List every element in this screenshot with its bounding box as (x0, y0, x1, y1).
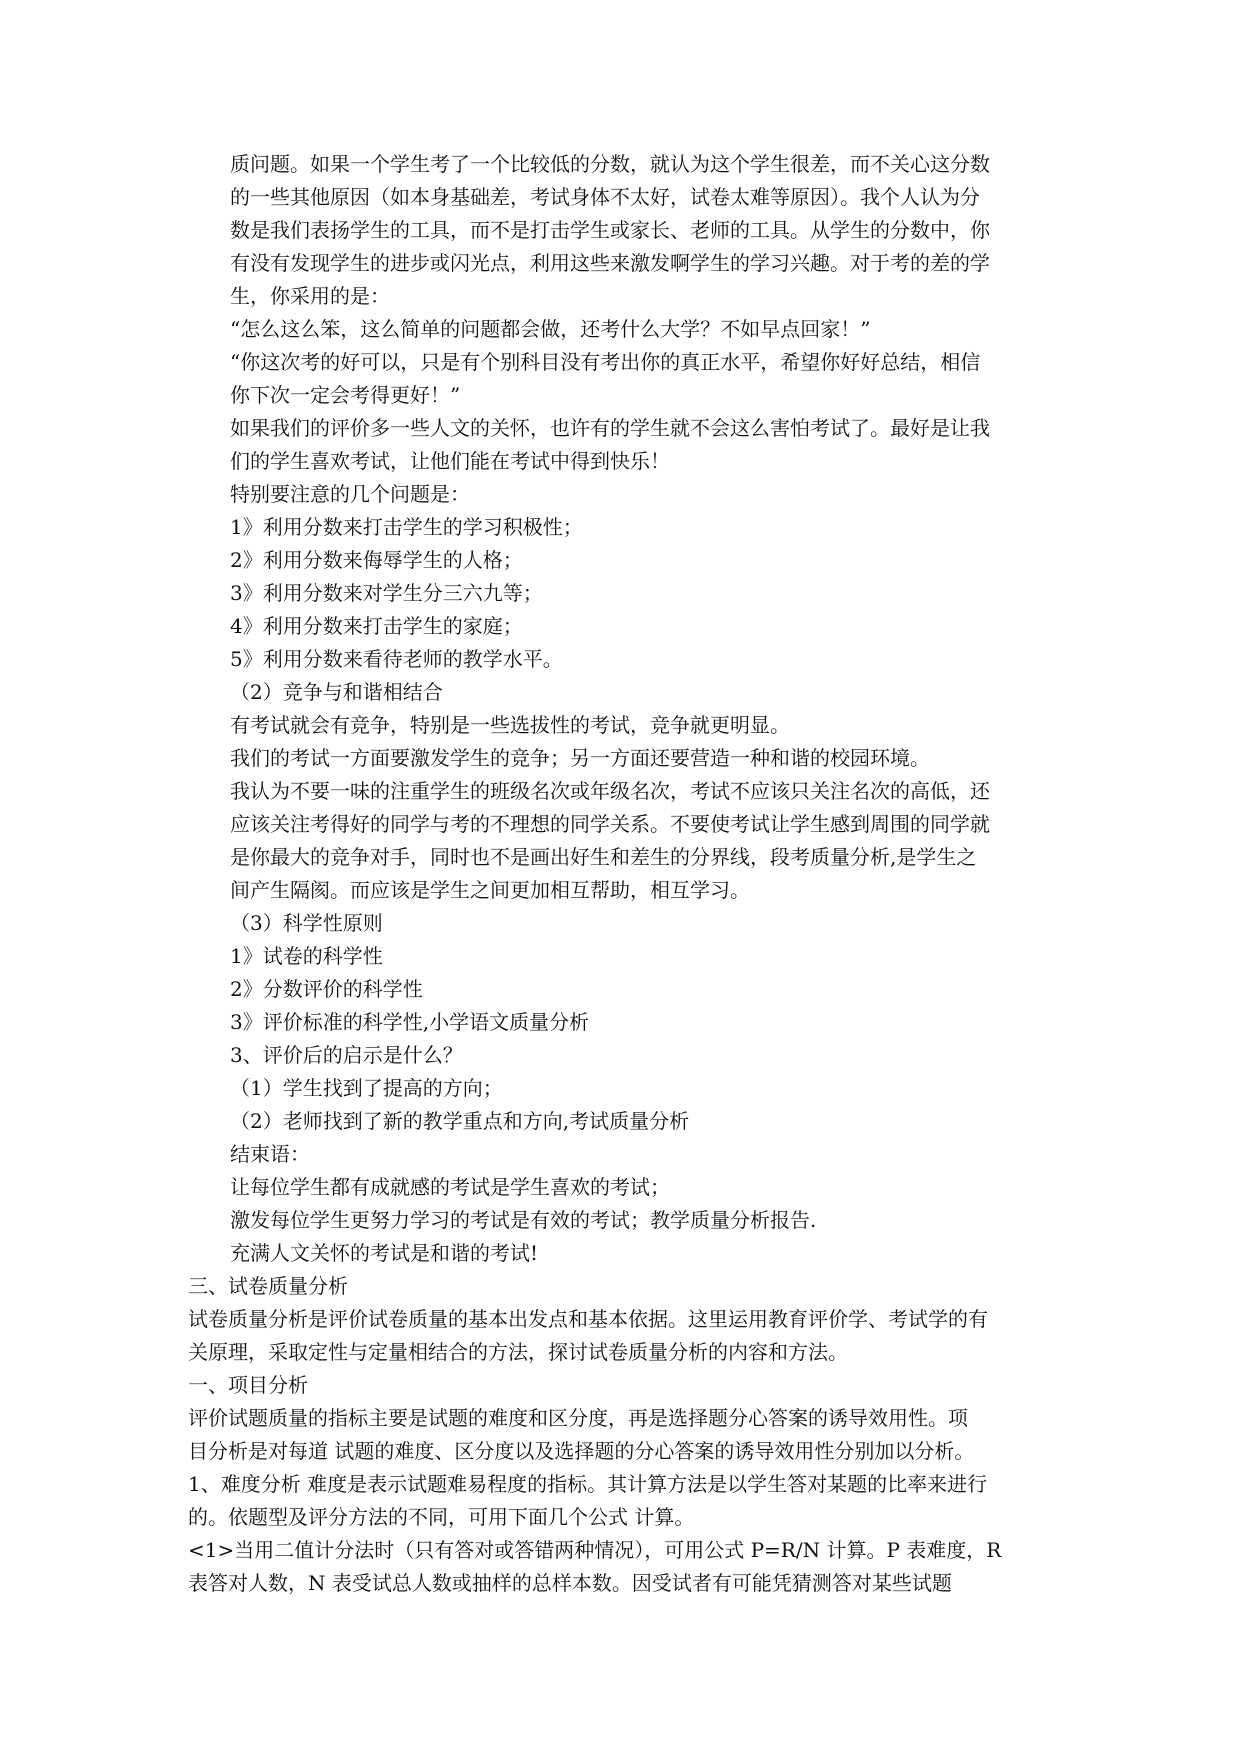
text-line: 我认为不要一味的注重学生的班级名次或年级名次，考试不应该只关注名次的高低，还 (230, 779, 990, 803)
document-body (0, 148, 1241, 1600)
text-line: 2》分数评价的科学性 (230, 977, 423, 1001)
text-line: 三、试卷质量分析 (188, 1274, 348, 1298)
text-line: 我们的考试一方面要激发学生的竞争；另一方面还要营造一种和谐的校园环境。 (230, 746, 930, 770)
text-line: 生，你采用的是： (230, 284, 390, 308)
text-line: 有考试就会有竞争，特别是一些选拔性的考试，竞争就更明显。 (230, 713, 790, 737)
text-line: 评价试题质量的指标主要是试题的难度和区分度，再是选择题分心答案的诱导效用性。项 (188, 1406, 968, 1430)
text-line: 3》评价标准的科学性,小学语文质量分析 (230, 1010, 590, 1034)
text-line: 1》试卷的科学性 (230, 944, 383, 968)
text-line: 1》利用分数来打击学生的学习积极性； (230, 515, 583, 539)
text-line: 一、项目分析 (188, 1373, 308, 1397)
text-line: 3》利用分数来对学生分三六九等； (230, 581, 543, 605)
text-line: 表答对人数，N 表受试总人数或抽样的总样本数。因受试者有可能凭猜测答对某些试题 (188, 1571, 952, 1595)
text-line: 4》利用分数来打击学生的家庭； (230, 614, 523, 638)
text-line: （1）学生找到了提高的方向； (230, 1076, 503, 1100)
text-line: 2》利用分数来侮辱学生的人格； (230, 548, 523, 572)
text-line: 们的学生喜欢考试，让他们能在考试中得到快乐！ (230, 449, 670, 473)
text-line: 充满人文关怀的考试是和谐的考试! (230, 1241, 539, 1265)
text-line: 关原理，采取定性与定量相结合的方法，探讨试卷质量分析的内容和方法。 (188, 1340, 848, 1364)
text-line: <1>当用二值计分法时（只有答对或答错两种情况），可用公式 P=R/N 计算。P 表难度，R (188, 1538, 1002, 1562)
text-line: 3、评价后的启示是什么？ (230, 1043, 463, 1067)
text-line: （2）竞争与和谐相结合 (230, 680, 443, 704)
text-line: 如果我们的评价多一些人文的关怀，也许有的学生就不会这么害怕考试了。最好是让我 (230, 416, 990, 440)
text-line: 的一些其他原因（如本身基础差，考试身体不太好，试卷太难等原因）。我个人认为分 (230, 185, 980, 209)
text-line: 让每位学生都有成就感的考试是学生喜欢的考试； (230, 1175, 670, 1199)
text-line: 激发每位学生更努力学习的考试是有效的考试；教学质量分析报告. (230, 1208, 817, 1232)
text-line: （2）老师找到了新的教学重点和方向,考试质量分析 (230, 1109, 690, 1133)
text-line: “怎么这么笨，这么简单的问题都会做，还考什么大学？不如早点回家！” (230, 317, 871, 341)
text-line: 结束语： (230, 1142, 310, 1166)
text-line: 应该关注考得好的同学与考的不理想的同学关系。不要使考试让学生感到周围的同学就 (230, 812, 990, 836)
text-line: 1、难度分析 难度是表示试题难易程度的指标。其计算方法是以学生答对某题的比率来进行 (188, 1472, 988, 1496)
text-line: 特别要注意的几个问题是： (230, 482, 470, 506)
text-line: 你下次一定会考得更好！” (230, 383, 461, 407)
text-line: “你这次考的好可以，只是有个别科目没有考出你的真正水平，希望你好好总结，相信 (230, 350, 981, 374)
text-line: 目分析是对每道 试题的难度、区分度以及选择题的分心答案的诱导效用性分别加以分析。 (188, 1439, 975, 1463)
text-line: 是你最大的竞争对手，同时也不是画出好生和差生的分界线，段考质量分析,是学生之 (230, 845, 977, 869)
text-line: 的。依题型及评分方法的不同，可用下面几个公式 计算。 (188, 1505, 695, 1529)
text-line: （3）科学性原则 (230, 911, 383, 935)
text-line: 有没有发现学生的进步或闪光点，利用这些来激发啊学生的学习兴趣。对于考的差的学 (230, 251, 990, 275)
text-line: 质问题。如果一个学生考了一个比较低的分数，就认为这个学生很差，而不关心这分数 (230, 152, 990, 176)
text-line: 试卷质量分析是评价试卷质量的基本出发点和基本依据。这里运用教育评价学、考试学的有 (188, 1307, 988, 1331)
text-line: 数是我们表扬学生的工具，而不是打击学生或家长、老师的工具。从学生的分数中，你 (230, 218, 990, 242)
text-line: 间产生隔阂。而应该是学生之间更加相互帮助，相互学习。 (230, 878, 750, 902)
text-line: 5》利用分数来看待老师的教学水平。 (230, 647, 563, 671)
